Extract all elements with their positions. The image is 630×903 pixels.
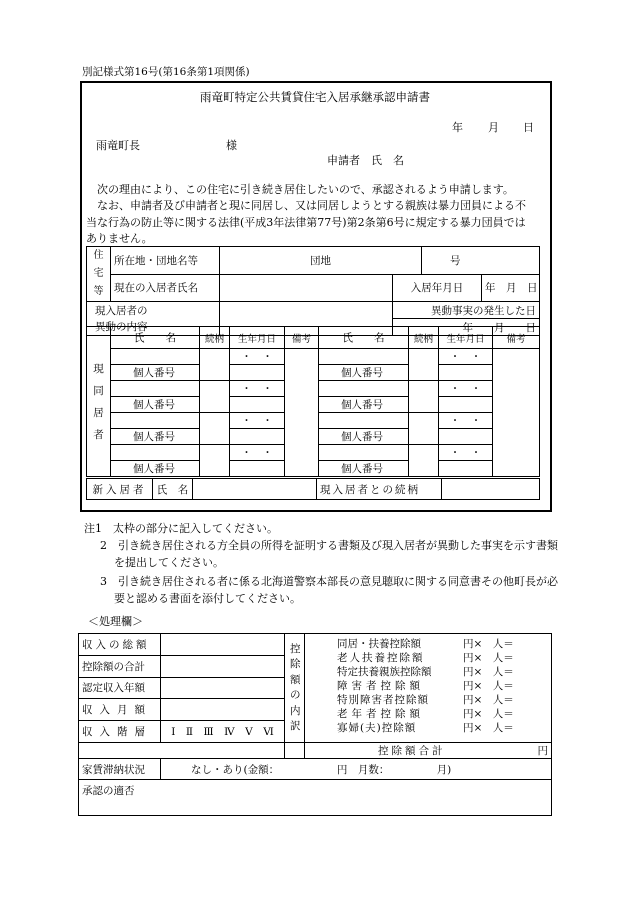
honorific: 様 — [226, 139, 237, 152]
id-label: 個人番号 — [319, 397, 409, 413]
resident-birth-field[interactable]: ・ ・ — [230, 413, 285, 429]
id-field[interactable] — [439, 397, 493, 413]
resident-remarks-left[interactable] — [285, 349, 319, 477]
new-resident-relation-label: 現入居者との続柄 — [317, 479, 442, 500]
date-year: 年 — [452, 121, 463, 134]
resident-remarks-right[interactable] — [493, 349, 540, 477]
deduction-total-yen: 円 — [537, 745, 548, 757]
per-person-2: 円× 人＝ — [463, 652, 514, 664]
location-label: 所在地・団地名等 — [111, 247, 220, 275]
note-2-text: 引き続き居住される方全員の所得を証明する書類及び現入居者が異動した事実を示す書類を提出してください。 — [114, 539, 558, 569]
proc-blank-cell — [79, 743, 285, 759]
applicant-label: 申請者 氏 名 — [327, 154, 404, 167]
residents-section-label: 現同居者 — [87, 327, 111, 477]
form-title: 雨竜町特定公共賃貸住宅入居承継承認申請書 — [200, 90, 430, 104]
note-3-num: 3 — [100, 575, 107, 588]
new-resident-name-label: 氏 名 — [153, 479, 193, 500]
resident-name-field[interactable] — [319, 445, 409, 461]
resident-name-field[interactable] — [319, 413, 409, 429]
header-relation-left: 続柄 — [200, 327, 230, 349]
deduction-4: 障害者控除額 — [337, 680, 424, 692]
per-person-7: 円× 人＝ — [463, 722, 514, 734]
resident-name-field[interactable] — [111, 349, 200, 365]
deduction-total-label: 控除額合計 — [378, 745, 446, 757]
id-label: 個人番号 — [319, 461, 409, 477]
resident-birth-field[interactable]: ・ ・ — [439, 413, 493, 429]
housing-section-label: 住宅等 — [87, 247, 111, 302]
occurred-date-field[interactable]: 年 月 日 — [393, 319, 540, 336]
per-person-4: 円× 人＝ — [463, 680, 514, 692]
id-label: 個人番号 — [111, 429, 200, 445]
addressee: 雨竜町長 — [96, 139, 140, 152]
proc-label-monthly-income: 収入月額 — [79, 699, 161, 721]
danchi-field[interactable] — [220, 247, 422, 275]
note-2 — [100, 537, 564, 571]
proc-monthly-income-field[interactable] — [161, 699, 285, 721]
id-field[interactable] — [230, 397, 285, 413]
proc-deduction-total-field[interactable] — [161, 655, 285, 677]
deduction-5: 特別障害者控除額 — [337, 694, 429, 706]
change-label-line1: 現入居者の — [95, 304, 148, 317]
note-2-num: 2 — [100, 539, 107, 552]
id-field[interactable] — [230, 429, 285, 445]
residents-table — [86, 326, 540, 477]
id-field[interactable] — [230, 461, 285, 477]
note-3-text: 引き続き居住される者に係る北海道警察本部長の意見聴取に関する同意書その他町長が必要と認める書面を添付してください。 — [114, 575, 558, 605]
resident-relation-field[interactable] — [200, 381, 230, 413]
proc-label-income-class: 収入階層 — [79, 721, 161, 743]
id-field[interactable] — [439, 365, 493, 381]
housing-table — [86, 246, 540, 336]
processing-title: ＜処理欄＞ — [88, 615, 143, 628]
date-month: 月 — [488, 121, 499, 134]
deduction-3: 特定扶養親族控除額 — [337, 666, 432, 678]
proc-label-annual-income: 認定収入年額 — [79, 677, 161, 699]
body-text-1: 次の理由により、この住宅に引き続き居住したいので、承認されるよう申請します。 — [97, 183, 514, 196]
resident-relation-field[interactable] — [200, 349, 230, 381]
resident-birth-field[interactable]: ・ ・ — [230, 445, 285, 461]
id-field[interactable] — [439, 429, 493, 445]
proc-annual-income-field[interactable] — [161, 677, 285, 699]
danchi-label: 団地 — [310, 254, 331, 267]
per-person-1: 円× 人＝ — [463, 638, 514, 650]
header-birth-left: 生年月日 — [230, 327, 285, 349]
go-field[interactable] — [422, 247, 540, 275]
new-resident-name-field[interactable] — [193, 479, 317, 500]
rent-arrears-value[interactable]: なし・あり(金額： 円 月数： 月) — [161, 759, 552, 780]
deduction-7: 寡婦(夫)控除額 — [337, 722, 417, 734]
note-1 — [84, 520, 278, 537]
deduction-6: 老年者控除額 — [337, 708, 424, 720]
current-resident-field[interactable] — [220, 274, 393, 302]
note-1-num: 注1 — [84, 522, 102, 535]
header-birth-right: 生年月日 — [439, 327, 493, 349]
deduction-1: 同居・扶養控除額 — [337, 638, 421, 650]
new-resident-relation-field[interactable] — [442, 479, 540, 500]
move-in-label: 入居年月日 — [393, 274, 482, 302]
header-name-right: 氏 名 — [319, 327, 409, 349]
per-person-6: 円× 人＝ — [463, 708, 514, 720]
id-label: 個人番号 — [319, 429, 409, 445]
move-in-date-field[interactable]: 年 月 日 — [482, 274, 540, 302]
resident-relation-field[interactable] — [200, 445, 230, 477]
approval-label: 承認の適否 — [82, 785, 135, 797]
resident-relation-field[interactable] — [409, 413, 439, 445]
new-resident-label: 新入居者 — [87, 479, 153, 500]
deduction-total-row — [305, 743, 552, 759]
proc-label-total-income: 収入の総額 — [79, 634, 161, 656]
resident-name-field[interactable] — [319, 349, 409, 365]
id-label: 個人番号 — [319, 365, 409, 381]
current-resident-label: 現在の入居者氏名 — [111, 274, 220, 302]
proc-label-deduction-total: 控除額の合計 — [79, 655, 161, 677]
resident-name-field[interactable] — [111, 445, 200, 461]
deduction-2: 老人扶養控除額 — [337, 652, 425, 664]
header-remarks-left: 備考 — [285, 327, 319, 349]
deduction-list — [305, 634, 552, 743]
date-day: 日 — [523, 121, 534, 134]
rent-arrears-label: 家賃滞納状況 — [79, 759, 161, 780]
note-1-text: 太枠の部分に記入してください。 — [113, 522, 278, 535]
id-field[interactable] — [230, 365, 285, 381]
approval-field[interactable] — [79, 780, 552, 816]
resident-name-field[interactable] — [111, 413, 200, 429]
per-person-3: 円× 人＝ — [463, 666, 514, 678]
resident-name-field[interactable] — [111, 381, 200, 397]
new-resident-table — [86, 478, 540, 500]
resident-relation-field[interactable] — [409, 381, 439, 413]
body-text-2: なお、申請者及び申請者と現に同居し、又は同居しようとする親族は暴力団員による不当な行為の防止等に関する法律(平成3年法律第77号)第2条第6号に規定する暴力団員ではありません。 — [86, 199, 526, 245]
proc-blank-cell — [285, 743, 305, 759]
form-number: 別記様式第16号(第16条第1項関係) — [82, 66, 250, 78]
per-person-5: 円× 人＝ — [463, 694, 514, 706]
id-field[interactable] — [439, 461, 493, 477]
proc-total-income-field[interactable] — [161, 634, 285, 656]
resident-relation-field[interactable] — [200, 413, 230, 445]
occurred-label: 異動事実の発生した日 — [393, 302, 540, 319]
resident-birth-field[interactable]: ・ ・ — [439, 445, 493, 461]
go-label: 号 — [450, 254, 461, 267]
note-3 — [100, 573, 564, 607]
header-name-left: 氏 名 — [111, 327, 200, 349]
processing-table — [78, 633, 552, 816]
header-relation-right: 続柄 — [409, 327, 439, 349]
resident-relation-field[interactable] — [409, 445, 439, 477]
resident-relation-field[interactable] — [409, 349, 439, 381]
id-label: 個人番号 — [111, 365, 200, 381]
resident-name-field[interactable] — [319, 381, 409, 397]
id-label: 個人番号 — [111, 461, 200, 477]
id-label: 個人番号 — [111, 397, 200, 413]
change-label-line2: 異動の内容 — [95, 320, 148, 333]
resident-birth-field[interactable]: ・ ・ — [230, 381, 285, 397]
resident-birth-field[interactable]: ・ ・ — [439, 381, 493, 397]
deduction-breakdown-label: 控除額の内訳 — [285, 634, 305, 743]
proc-income-class-options[interactable]: Ⅰ Ⅱ Ⅲ Ⅳ Ⅴ Ⅵ — [161, 721, 285, 743]
resident-birth-field[interactable]: ・ ・ — [439, 349, 493, 365]
header-remarks-right: 備考 — [493, 327, 540, 349]
resident-birth-field[interactable]: ・ ・ — [230, 349, 285, 365]
